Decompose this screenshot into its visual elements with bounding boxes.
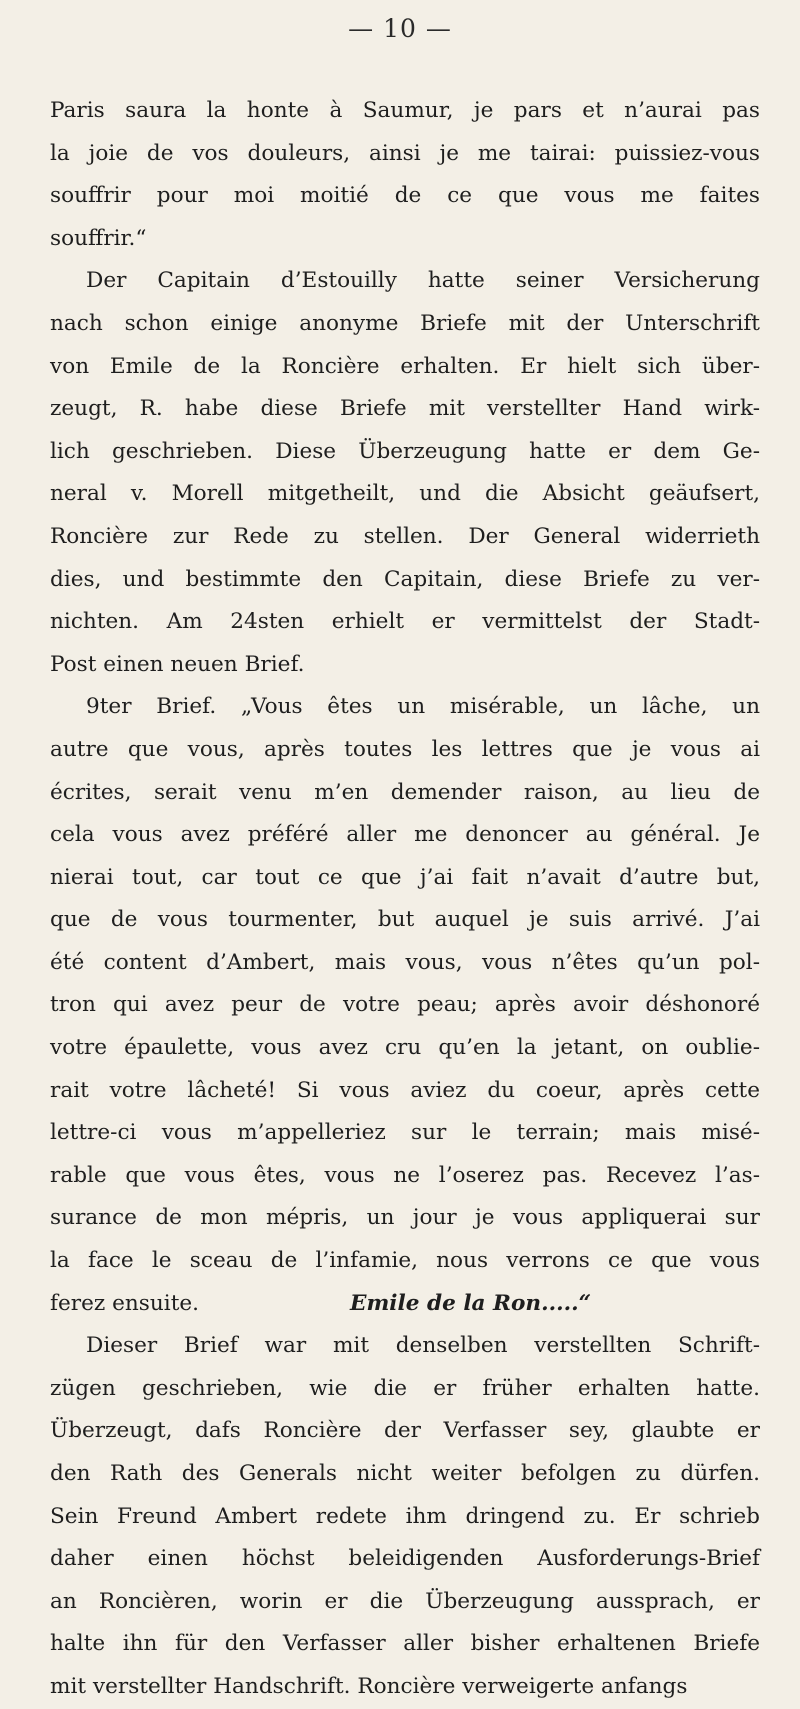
text-line: neral v. Morell mitgetheilt, und die Absicht geäufsert, xyxy=(50,481,760,507)
text-line: den Rath des Generals nicht weiter befolgen zu dürfen. xyxy=(50,1461,760,1486)
text-line: zeugt, R. habe diese Briefe mit verstellter Hand wirk- xyxy=(50,396,760,422)
text-line: 9ter Brief. „Vous êtes un misérable, un lâche, un xyxy=(86,694,760,720)
text-line: halte ihn für den Verfasser aller bisher erhaltenen Briefe xyxy=(50,1631,760,1657)
text-line: Überzeugt, dafs Roncière der Verfasser sey, glaubte er xyxy=(50,1418,760,1444)
text-line: Post einen neuen Brief. xyxy=(50,651,305,677)
text-line: lettre-ci vous m’appelleriez sur le terrain; mais misé- xyxy=(50,1120,760,1146)
text-line: nach schon einige anonyme Briefe mit der Unterschrift xyxy=(50,310,760,336)
text-line: mit verstellter Handschrift. Roncière verweigerte anfangs xyxy=(50,1673,688,1699)
text-line: daher einen höchst beleidigenden Ausforderungs-Brief xyxy=(50,1546,760,1572)
text-line: Paris saura la honte à Saumur, je pars et n’aurai pas xyxy=(50,98,760,123)
body-text xyxy=(50,90,760,1709)
letter-closing-line xyxy=(50,1283,760,1326)
text-line: von Emile de la Roncière erhalten. Er hielt sich über- xyxy=(50,353,760,379)
text-line: dies, und bestimmte den Capitain, diese Briefe zu ver- xyxy=(50,566,760,592)
text-line: votre épaulette, vous avez cru qu’en la jetant, on oublie- xyxy=(50,1035,760,1061)
text-line: tron qui avez peur de votre peau; après avoir déshonoré xyxy=(50,992,760,1018)
text-line: rait votre lâcheté! Si vous aviez du coeur, après cette xyxy=(50,1077,760,1103)
text-line: écrites, serait venu m’en demender raison, au lieu de xyxy=(50,779,760,805)
text-line: Dieser Brief war mit denselben verstellten Schrift- xyxy=(86,1333,760,1359)
text-line: autre que vous, après toutes les lettres que je vous ai xyxy=(50,736,760,762)
text-line: Der Capitain d’Estouilly hatte seiner Versicherung xyxy=(86,268,760,294)
text-line: souffrir.“ xyxy=(50,225,147,251)
text-line: Roncière zur Rede zu stellen. Der General widerrieth xyxy=(50,523,760,549)
text-line: zügen geschrieben, wie die er früher erhalten hatte. xyxy=(50,1375,760,1401)
text-line: rable que vous êtes, vous ne l’oserez pas. Recevez l’as- xyxy=(50,1162,760,1188)
text-line: lich geschrieben. Diese Überzeugung hatte er dem Ge- xyxy=(50,438,760,464)
text-line: que de vous tourmenter, but auquel je suis arrivé. J’ai xyxy=(50,907,760,933)
text-line: cela vous avez préféré aller me denoncer au général. Je xyxy=(50,822,760,848)
text-line: surance de mon mépris, un jour je vous appliquerai sur xyxy=(50,1205,760,1231)
text-line: la joie de vos douleurs, ainsi je me tairai: puissiez-vous xyxy=(50,140,760,166)
text-line: an Roncièren, worin er die Überzeugung aussprach, er xyxy=(50,1588,760,1614)
page-number-header: — 10 — xyxy=(348,14,452,43)
text-line: souffrir pour moi moitié de ce que vous me faites xyxy=(50,183,760,209)
text-line: Sein Freund Ambert redete ihm dringend zu. Er schrieb xyxy=(50,1503,760,1529)
letter-signature: Emile de la Ron.....“ xyxy=(350,1290,592,1316)
text-line: nierai tout, car tout ce que j’ai fait n’avait d’autre but, xyxy=(50,864,760,890)
text-line: été content d’Ambert, mais vous, vous n’êtes qu’un pol- xyxy=(50,949,760,975)
text-line: nichten. Am 24sten erhielt er vermittelst der Stadt- xyxy=(50,609,760,635)
closing-text: ferez ensuite. xyxy=(50,1290,200,1316)
text-line: la face le sceau de l’infamie, nous verrons ce que vous xyxy=(50,1248,760,1274)
